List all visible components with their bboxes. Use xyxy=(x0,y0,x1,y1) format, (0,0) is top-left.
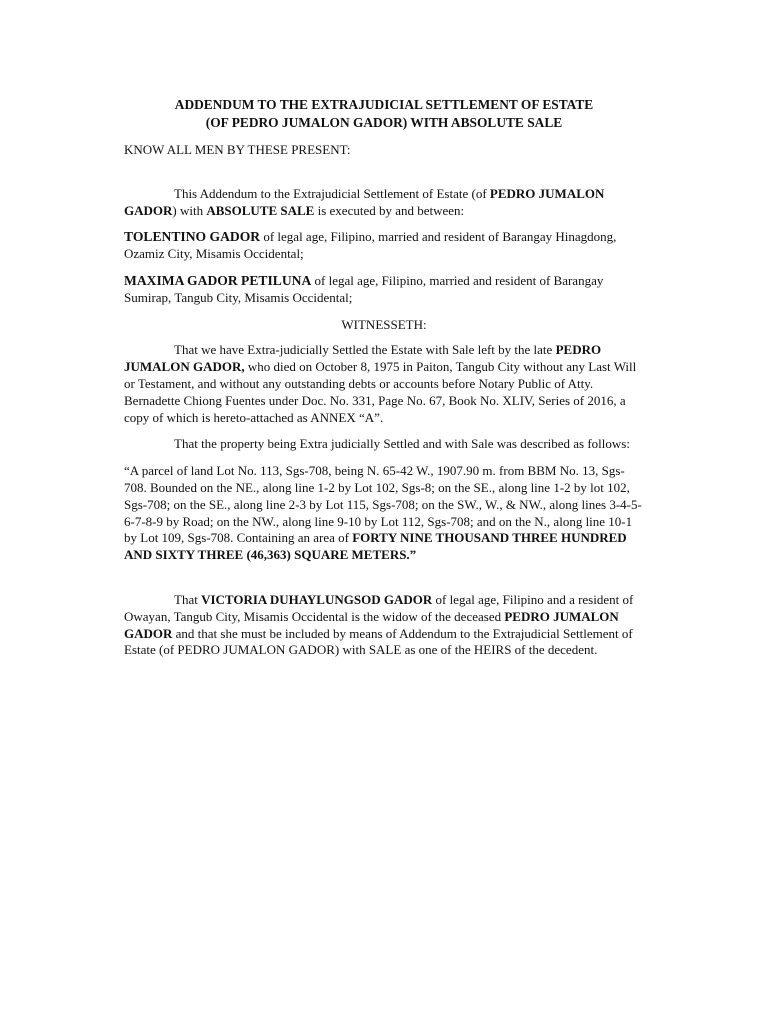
witnesseth-heading: WITNESSETH: xyxy=(341,316,427,332)
intro-paragraph xyxy=(124,186,644,220)
party-1-name: TOLENTINO GADOR xyxy=(124,229,261,245)
party-2-details: of legal age, Filipino, married and resident of Barangay Sumirap, Tangub City, Misamis Occidental; xyxy=(124,272,604,305)
widow-decedent-name: PEDRO JUMALON GADOR xyxy=(124,608,619,641)
estate-paragraph xyxy=(124,342,644,426)
estate-text-2: who died on October 8, 1975 in Paiton, Tangub City without any Last Will or Testament, and without any outstanding debts or accounts before Notary Public of Atty. Bernadette Chiong Fuentes under Doc. No. 331, Page No. 67, Book No. XLIV, Series of 2016, a copy of which is hereto-attached as ANNEX “A”. xyxy=(124,359,637,425)
property-area: FORTY NINE THOUSAND THREE HUNDRED AND SIXTY THREE (46,363) SQUARE METERS.” xyxy=(124,530,627,563)
widow-text-3: and that she must be included by means of Addendum to the Extrajudicial Settlement of Estate (of PEDRO JUMALON GADOR) with SALE as one of the HEIRS of the decedent. xyxy=(124,625,633,658)
party-2-paragraph xyxy=(124,273,644,307)
widow-text-1: That xyxy=(174,591,202,607)
document-page xyxy=(124,96,644,659)
intro-text-1: This Addendum to the Extrajudicial Settlement of Estate (of xyxy=(174,185,490,201)
know-all-men-heading: KNOW ALL MEN BY THESE PRESENT: xyxy=(124,142,351,157)
party-1-paragraph xyxy=(124,229,644,263)
widow-text-2: of legal age, Filipino and a resident of Owayan, Tangub City, Misamis Occidental is the widow of the deceased xyxy=(124,591,634,624)
intro-text-3: is executed by and between: xyxy=(314,202,465,218)
intro-decedent-name: PEDRO JUMALON GADOR xyxy=(124,185,605,218)
property-description-quote xyxy=(124,463,644,564)
estate-text-1: That we have Extra-judicially Settled the Estate with Sale left by the late xyxy=(174,342,556,358)
widow-name: VICTORIA DUHAYLUNGSOD GADOR xyxy=(201,591,433,607)
estate-decedent-name: PEDRO JUMALON GADOR, xyxy=(124,342,602,375)
widow-paragraph xyxy=(124,592,644,659)
property-intro-paragraph: That the property being Extra judicially Settled and with Sale was described as follows: xyxy=(174,436,630,452)
property-description-text: “A parcel of land Lot No. 113, Sgs-708, being N. 65-42 W., 1907.90 m. from BBM No. 13, Sgs-708. Bounded on the NE., along line 1-2 by Lot 102, Sgs-8; on the SE., along line 1-2 by lot 102, Sgs-708; on the SE., along line 2-3 by Lot 115, Sgs-708; on the SW., W., & NW., along lines 3-4-5-6-7-8-9 by Road; on the NW., along line 9-10 by Lot 112, Sgs-708; and on the N., along line 10-1 by Lot 109, Sgs-708. Containing an area of xyxy=(124,463,642,546)
party-2-name: MAXIMA GADOR PETILUNA xyxy=(124,272,312,288)
document-title-line-2: (OF PEDRO JUMALON GADOR) WITH ABSOLUTE SALE xyxy=(205,115,563,130)
party-1-details: of legal age, Filipino, married and resident of Barangay Hinagdong, Ozamiz City, Misamis Occidental; xyxy=(124,229,617,262)
document-title-line-1: ADDENDUM TO THE EXTRAJUDICIAL SETTLEMENT OF ESTATE xyxy=(174,97,594,112)
intro-text-2: ) with xyxy=(172,202,207,218)
intro-absolute-sale: ABSOLUTE SALE xyxy=(206,202,315,218)
